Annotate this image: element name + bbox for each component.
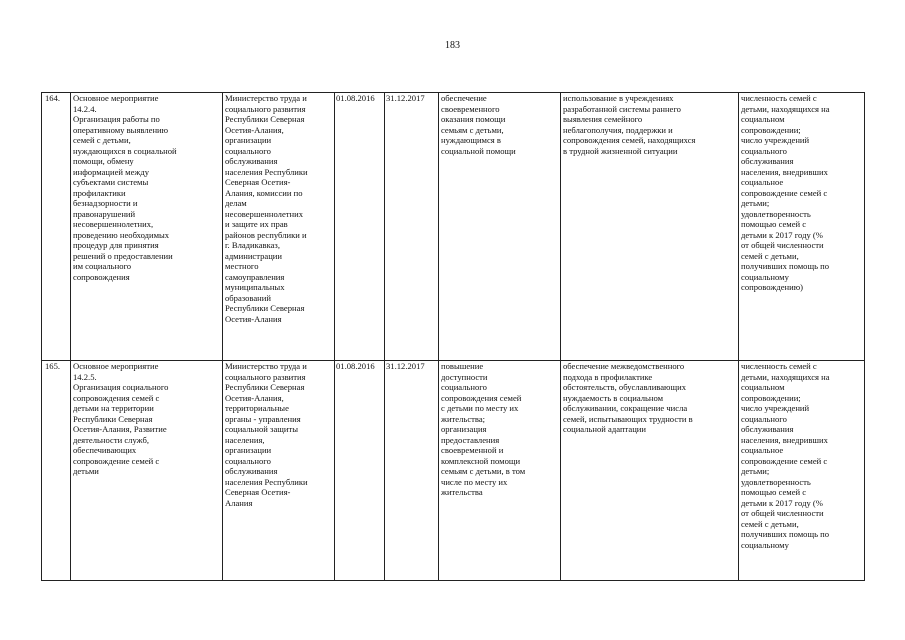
- start-date-cell: 01.08.2016: [335, 93, 385, 361]
- executor-cell: Министерство труда и социального развития Республики Северная Осетия-Алания, территориальные органы - управления социальной защиты населения, организации социального обслуживания населения Республики Северная Осетия- Алания: [223, 361, 335, 581]
- row-number-cell: 165.: [42, 361, 71, 581]
- expected-result-cell: повышение доступности социального сопровождения семей с детьми по месту их жительства; организация предоставления своевременной и комплексной помощи семьям с детьми, в том числе по месту их жительства: [439, 361, 561, 581]
- table-row: [42, 93, 865, 361]
- row-number-cell: 164.: [42, 93, 71, 361]
- indicators-cell: численность семей с детьми, находящихся на социальном сопровождении; число учреждений социального обслуживания населения, внедривших социальное сопровождение семей с детьми; удовлетворенность помощью семей с детьми к 2017 году (% от общей численности семей с детьми, получивших помощь по социальному: [739, 361, 865, 581]
- directions-cell: использование в учреждениях разработанной системы раннего выявления семейного неблагополучия, поддержки и сопровождения семей, находящихся в трудной жизненной ситуации: [561, 93, 739, 361]
- table-row: [42, 361, 865, 581]
- page-number: 183: [445, 40, 460, 51]
- measures-table: [41, 92, 865, 581]
- directions-cell: обеспечение межведомственного подхода в профилактике обстоятельств, обуславливающих нуждаемость в социальном обслуживании, сокращение числа семей, испытывающих трудности в социальной адаптации: [561, 361, 739, 581]
- start-date-cell: 01.08.2016: [335, 361, 385, 581]
- end-date-cell: 31.12.2017: [385, 93, 439, 361]
- expected-result-cell: обеспечение своевременного оказания помощи семьям с детьми, нуждающимся в социальной помощи: [439, 93, 561, 361]
- event-cell: Основное мероприятие 14.2.5. Организация социального сопровождения семей с детьми на территории Республики Северная Осетия-Алания, Развитие деятельности служб, обеспечивающих сопровождение семей с детьми: [71, 361, 223, 581]
- indicators-cell: численность семей с детьми, находящихся на социальном сопровождении; число учреждений социального обслуживания населения, внедривших социальное сопровождение семей с детьми; удовлетворенность помощью семей с детьми к 2017 году (% от общей численности семей с детьми, получивших помощь по социальному сопровождению): [739, 93, 865, 361]
- event-cell: Основное мероприятие 14.2.4. Организация работы по оперативному выявлению семей с детьми, нуждающихся в социальной помощи, обмену информацией между субъектами системы профилактики безнадзорности и правонарушений несовершеннолетних, проведению необходимых процедур для принятия решений о предоставлении им социального сопровождения: [71, 93, 223, 361]
- executor-cell: Министерство труда и социального развития Республики Северная Осетия-Алания, организации социального обслуживания населения Республики Северная Осетия- Алания, комиссии по делам несовершеннолетних и защите их прав районов республики и г. Владикавказ, администрации местного самоуправления муниципальных образований Республики Северная Осетия-Алания: [223, 93, 335, 361]
- end-date-cell: 31.12.2017: [385, 361, 439, 581]
